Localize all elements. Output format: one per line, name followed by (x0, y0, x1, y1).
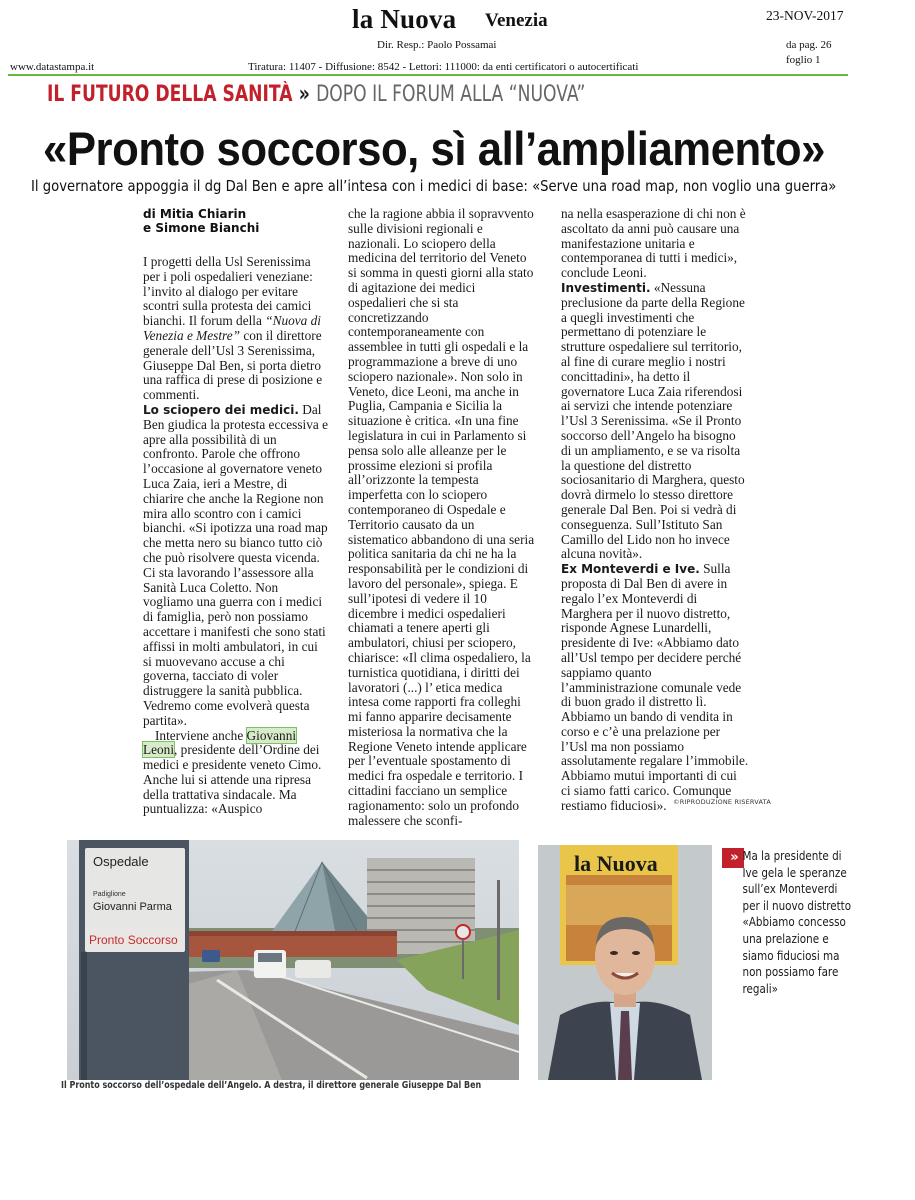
paragraph (143, 729, 329, 818)
sign-title: Ospedale (93, 854, 149, 869)
photo-caption: Il Pronto soccorso dell’ospedale dell’Angelo. A destra, il direttore generale Giuseppe Dal Ben (61, 1080, 482, 1091)
sign-pronto-soccorso: Pronto Soccorso (89, 933, 178, 947)
article-column-1 (143, 255, 329, 817)
byline-author-1: di Mitia Chiarin (143, 207, 247, 221)
poster-logo: la Nuova (574, 851, 658, 876)
masthead-edition: Venezia (485, 10, 548, 31)
circulation-line: Tiratura: 11407 - Diffusione: 8542 - Lettori: 111000: da enti certificatori o autocertificati (248, 61, 639, 73)
website-label: www.datastampa.it (10, 61, 95, 73)
masthead-name: la Nuova (352, 4, 457, 34)
newspaper-name: “Nuova di Venezia e Mestre” (143, 313, 321, 343)
pull-quote (717, 848, 853, 997)
paragraph: che la ragione abbia il sopravvento sulle divisioni regionali e nazionali. Lo sciopero della medicina del territorio del Veneto si somma in questi giorni alla stato di agitazione dei medici ospedalieri che si sta concretizzando contemporaneamente con assemblee in tutti gli ospedali e la programmazione a breve di uno sciopero nazionale». Non solo in Veneto, dice Leoni, ma anche in Puglia, Campania e Sicilia la situazione è critica. «In una fine legislatura in cui in Parlamento si pensa solo alle alleanze per le prossime elezioni si profila all’orizzonte la tempesta imperfetta con lo sciopero contemporaneo di Ospedale e Territorio causato da un sistematico abbandono di una seria politica sanitaria da chi ne ha la responsabilità per le condizioni di lavoro del personale», spiega. E sull’ipotesi di vedere il 10 dicembre i medici ospedalieri chiamati a tenere aperti gli ambulatori, chiusi per sciopero, chiarisce: «Il clima ospedaliero, la turnistica quotidiana, i diritti dei lavoratori (...) l’ etica medica intesa come rapporti fra colleghi mi fanno apparire decisamente misteriosa la normativa che la Regione Veneto intende applicare per l’eventuale spostamento di medici fra ospedale e territorio. I cittadini facciano un semplice ragionamento: solo un profondo malessere che sconfi- (348, 206, 535, 828)
text-run: I progetti della Usl Serenissima per i poli ospedalieri veneziane: l’invito al dialogo per evitare scontri sulla protesta dei camici bianchi. Il forum della (143, 254, 313, 329)
byline-author-2: e Simone Bianchi (143, 221, 260, 235)
paragraph (143, 403, 329, 729)
paragraph (561, 281, 749, 562)
kicker-topic: DOPO IL FORUM ALLA “NUOVA” (316, 82, 586, 107)
section-lead: Ex Monteverdi e Ive. (561, 562, 700, 577)
text-run: con il direttore generale dell’Usl 3 Serenissima, Giuseppe Dal Ben, si porta dietro una raffica di prese di posizione e commenti. (143, 327, 323, 403)
sheet-label: foglio 1 (786, 54, 821, 66)
article-byline (143, 207, 259, 235)
header-divider (8, 74, 848, 76)
sign-name: Giovanni Parma (93, 901, 172, 913)
paragraph (561, 562, 749, 814)
article-column-2 (348, 207, 536, 828)
page-reference (786, 38, 832, 68)
portrait-photo (538, 845, 712, 1080)
director-line: Dir. Resp.: Paolo Possamai (377, 39, 497, 51)
hospital-photo-illustration (67, 840, 519, 1080)
double-chevron-icon: » (722, 848, 744, 868)
paragraph (143, 255, 329, 403)
text-run: , presidente dell’Ordine dei medici e presidente veneto Cimo. Anche lui si attende una ripresa della trattativa sindacale. Ma puntualizza: «Auspico (143, 742, 322, 817)
copyright-notice: ©RIPRODUZIONE RISERVATA (673, 798, 771, 806)
text-run: «Nessuna preclusione da parte della Regione a quegli investimenti che permettano di potenziare le strutture ospedaliere sul territorio, al fine di curare meglio i nostri concittadini», ha detto il governatore Luca Zaia riferendosi ai servizi che intende potenziare l’Usl 3 Serenissima. «Se il Pronto soccorso dell’Angelo ha bisogno di un ampliamento, e se va risolta la questione del distretto sociosanitario di Marghera, questo dovrà dirmelo lo stesso direttore generale Dal Ben. Poi si vedrà di conseguenza. Sull’Istituto San Camillo del Lido non ho invece alcuna novità». (561, 279, 745, 562)
section-lead: Lo sciopero dei medici. (143, 402, 299, 417)
text-run: Sulla proposta di Dal Ben di avere in regalo l’ex Monteverdi di Marghera per il nuovo distretto, risponde Agnese Lunardelli, presidente di Ive: «Abbiamo dato all’Usl tempo per decidere perché sappiamo quanto l’amministrazione comunale vede di buon grado il distretto lì. Abbiamo un bando di vendita in corso e c’è una prelazione per l’Usl ma non possiamo assolutamente regalare l’immobile. Abbiamo mutui importanti di cui ci siamo fatti carico. Comunque restiamo fiduciosi». (561, 561, 749, 813)
page-label: da pag. 26 (786, 39, 832, 51)
kicker-section: IL FUTURO DELLA SANITÀ (47, 82, 293, 107)
article-subhead: Il governatore appoggia il dg Dal Ben e apre all’intesa con i medici di base: «Serve una road map, non voglio una guerra» (31, 177, 837, 195)
article-kicker (47, 82, 585, 107)
section-lead: Investimenti. (561, 280, 651, 295)
hospital-photo (67, 840, 519, 1080)
highlighted-name: Giovanni Leoni (143, 727, 297, 758)
article-column-3 (561, 207, 749, 814)
publication-date: 23-NOV-2017 (766, 8, 844, 23)
text-run: Dal Ben giudica la protesta eccessiva e apre alla possibilità di un confronto. Parole che offrono l’occasione al governatore veneto Luca Zaia, ieri a Mestre, di chiarire che anche la Regione non mira allo scontro con i camici bianchi. «Si ipotizza una road map che metta nero su bianco tutto ciò che può risolvere questa vicenda. Ci sta lavorando l’assessore alla Sanità Luca Coletto. Non vogliamo una guerra con i medici di famiglia, però non possiamo accettare i manifesti che sono stati affissi in molti ambulatori, in cui si muovevano accuse a chi governa, tacciato di voler distruggere la sanità pubblica. Vedremo come evolverà questa partita». (143, 401, 328, 728)
pull-quote-text: Ma la presidente di Ive gela le speranze sull’ex Monteverdi per il nuovo distretto «Abbiamo concesso una prelazione e siamo fiduciosi ma non possiamo fare regali» (742, 849, 852, 996)
article-headline: «Pronto soccorso, sì all’ampliamento» (43, 122, 825, 175)
sign-subtitle: Padiglione (93, 891, 126, 898)
chevron-right-icon: » (298, 82, 306, 107)
portrait-illustration (538, 845, 712, 1080)
paragraph: na nella esasperazione di chi non è ascoltato da anni può causare una manifestazione unitaria e contemporanea di tutti i medici», conclude Leoni. (561, 206, 746, 281)
text-run: Interviene anche (155, 727, 247, 743)
